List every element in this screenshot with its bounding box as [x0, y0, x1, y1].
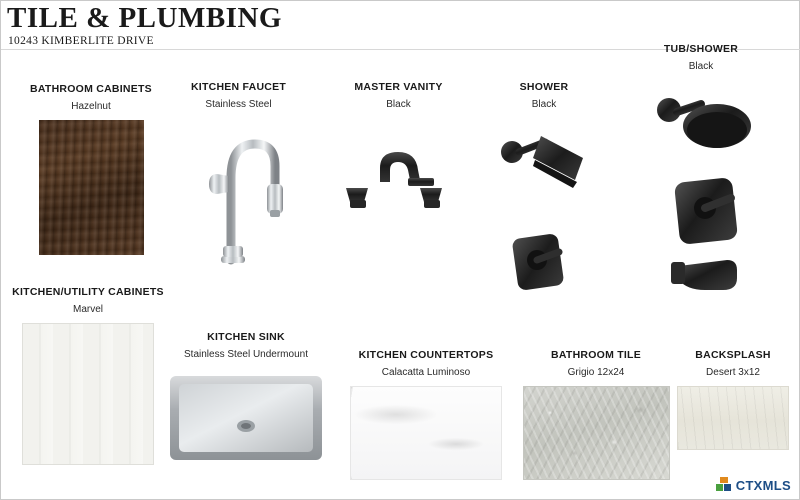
item-kitchen-countertops	[341, 349, 511, 480]
swatch-grigio-tile	[523, 386, 670, 480]
item-value: Marvel	[72, 304, 103, 316]
item-shower	[479, 81, 609, 308]
page-title: TILE & PLUMBING	[7, 2, 282, 34]
item-kitchen-utility-cabinets	[9, 286, 167, 465]
item-value: Stainless Steel Undermount	[184, 349, 308, 361]
item-value: Grigio 12x24	[567, 367, 625, 379]
item-value: Desert 3x12	[706, 367, 760, 379]
item-value: Stainless Steel	[205, 99, 272, 111]
item-kitchen-faucet	[161, 81, 316, 268]
brand-name: CTXMLS	[735, 477, 791, 493]
item-label: KITCHEN SINK	[207, 331, 285, 343]
product-image-master-vanity	[324, 118, 474, 238]
swatch-desert-backsplash	[677, 386, 789, 450]
swatch-hazelnut-wood	[39, 120, 144, 255]
swatch-calacatta-luminoso	[350, 386, 502, 480]
item-bathroom-cabinets	[11, 83, 171, 255]
product-image-shower	[479, 118, 609, 308]
item-value: Calacatta Luminoso	[381, 367, 471, 379]
item-label: BACKSPLASH	[695, 349, 771, 361]
item-kitchen-sink	[171, 331, 321, 468]
item-label: TUB/SHOWER	[663, 43, 739, 55]
item-backsplash	[673, 349, 793, 450]
item-label: BATHROOM CABINETS	[30, 83, 152, 95]
item-label: KITCHEN/UTILITY CABINETS	[12, 286, 164, 298]
item-label: BATHROOM TILE	[551, 349, 641, 361]
ctxmls-mark-icon	[716, 477, 732, 493]
item-tub-shower	[631, 43, 771, 320]
item-value: Black	[386, 99, 411, 111]
item-master-vanity	[321, 81, 476, 238]
item-bathroom-tile	[521, 349, 671, 480]
item-label: MASTER VANITY	[354, 81, 443, 93]
item-value: Black	[688, 61, 714, 73]
item-value: Black	[531, 99, 557, 111]
item-value: Hazelnut	[71, 101, 111, 113]
swatch-marvel-cabinet	[22, 323, 154, 465]
item-label: KITCHEN COUNTERTOPS	[358, 349, 494, 361]
item-label: SHOWER	[519, 81, 569, 93]
product-image-kitchen-sink	[166, 368, 326, 468]
property-address: 10243 KIMBERLITE DRIVE	[8, 35, 154, 47]
product-image-kitchen-faucet	[179, 118, 299, 268]
product-image-tub-shower	[631, 80, 771, 320]
item-label: KITCHEN FAUCET	[190, 81, 287, 93]
brand-logo	[716, 477, 791, 493]
